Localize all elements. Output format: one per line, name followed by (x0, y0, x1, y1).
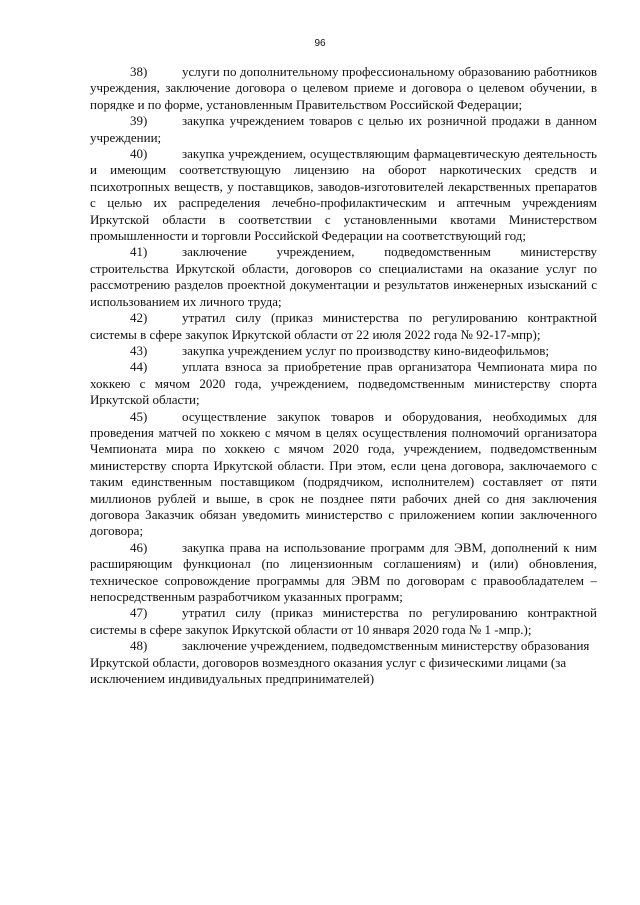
list-item-41 (90, 244, 597, 310)
item-text: уплата взноса за приобретение прав организатора Чемпионата мира по хоккею с мячом 2020 года, учреждением, подведомственным министерству спорта Иркутской области; (90, 359, 597, 408)
item-text: утратил силу (приказ министерства по регулированию контрактной системы в сфере закупок Иркутской области от 22 июля 2022 года № 92-17-мпр); (90, 310, 597, 342)
item-number: 42) (130, 310, 148, 326)
item-text: закупка права на использование программ для ЭВМ, дополнений к ним расширяющим функционал (по лицензионным соглашениям) и (или) обновления, техническое сопровождение программы для ЭВМ по договорам с правообладателем – непосредственным разработчиком указанных программ; (90, 539, 597, 604)
item-text: утратил силу (приказ министерства по регулированию контрактной системы в сфере закупок Иркутской области от 10 января 2020 года № 1 -мпр.); (90, 605, 597, 637)
item-text: заключение учреждением, подведомственным министерству образования Иркутской области, договоров возмездного оказания услуг с физическими лицами (за исключением индивидуальных предпринимателей) (90, 638, 590, 687)
item-number: 45) (130, 408, 148, 424)
item-text: заключение учреждением, подведомственным министерству строительства Иркутской области, договоров со специалистами на оказание услуг по рассмотрению разделов проектной документации и результатов инженерных изысканий с использованием их личного труда; (90, 244, 597, 309)
item-number: 39) (130, 113, 148, 129)
item-number: 41) (130, 244, 148, 260)
list-item-43 (90, 343, 597, 359)
item-number: 43) (130, 342, 148, 358)
item-text: закупка учреждением услуг по производству кино-видеофильмов; (182, 342, 550, 358)
list-item-48 (90, 638, 597, 687)
item-text: осуществление закупок товаров и оборудования, необходимых для проведения матчей по хоккею с мячом в целях осуществления полномочий организатора Чемпионата мира по хоккею с мячом 2020 года, учреждением, подведомственным министерству спорта Иркутской области. При этом, если цена договора, заключаемого с таким единственным поставщиком (подрядчиком, исполнителем) составляет от пяти миллионов рублей и выше, в срок не позднее пяти рабочих дней со дня заключения договора Заказчик обязан уведомить министерство с приложением копии заключенного договора; (90, 408, 597, 539)
list-item-45 (90, 409, 597, 540)
item-text: закупка учреждением, осуществляющим фармацевтическую деятельность и имеющим соответствующую лицензию на оборот наркотических средств и психотропных веществ, у поставщиков, заводов-изготовителей лекарственных препаратов с целью их распределения лечебно-профилактическим и аптечным учреждениям Иркутской области в соответствии с установленными квотами Министерством промышленности и торговли Российской Федерации на соответствующий год; (90, 146, 597, 244)
document-body (90, 64, 597, 687)
page-number: 96 (314, 38, 326, 49)
list-item-39 (90, 113, 597, 146)
item-text: закупка учреждением товаров с целью их розничной продажи в данном учреждении; (90, 113, 597, 145)
list-item-42 (90, 310, 597, 343)
item-number: 48) (130, 638, 148, 654)
list-item-38 (90, 64, 597, 113)
item-number: 38) (130, 64, 148, 79)
item-number: 40) (130, 146, 148, 162)
list-item-46 (90, 540, 597, 606)
list-item-44 (90, 359, 597, 408)
item-number: 44) (130, 359, 148, 375)
item-number: 46) (130, 539, 148, 555)
item-number: 47) (130, 605, 148, 621)
item-text: услуги по дополнительному профессиональному образованию работников учреждения, заключение договора о целевом приеме и договора о целевом обучении, в порядке и по форме, установленным Правительством Российской Федерации; (90, 64, 597, 112)
list-item-47 (90, 605, 597, 638)
list-item-40 (90, 146, 597, 244)
